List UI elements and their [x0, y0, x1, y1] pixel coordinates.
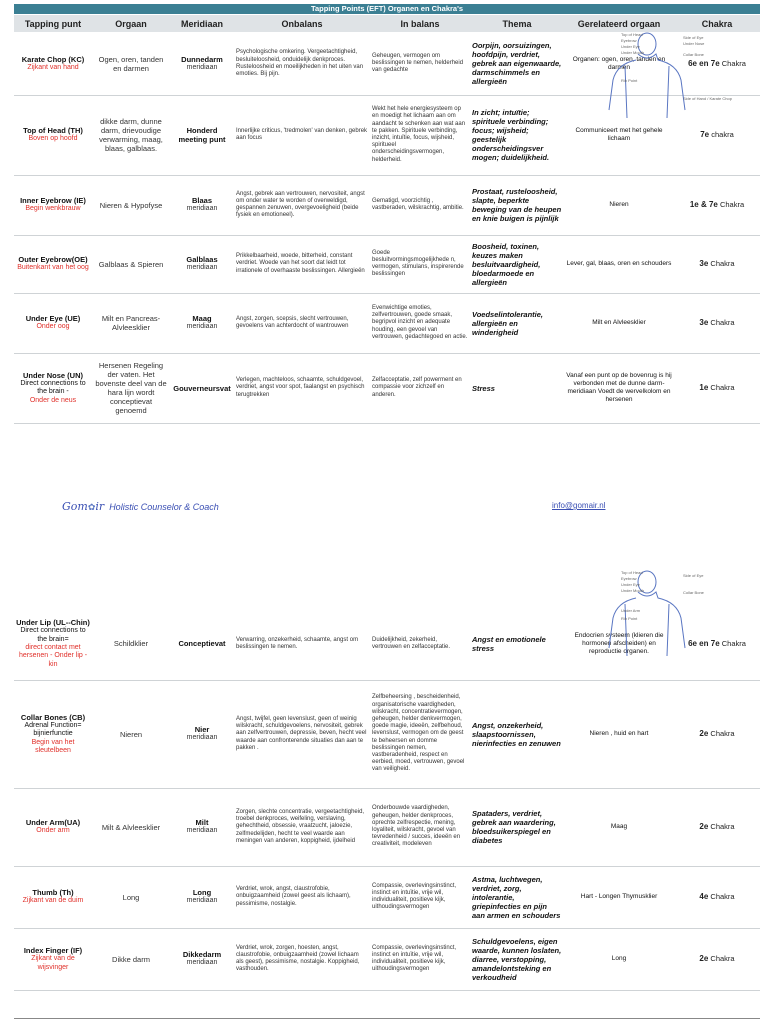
chakra-cell	[674, 175, 760, 235]
thema-cell: Astma, luchtwegen, verdriet, zorg, intolerantie, griepinfecties en pijn aan armen en schouders	[470, 866, 564, 928]
tapping-point-name: Inner Eyebrow (IE)	[20, 196, 86, 206]
divider	[14, 1018, 760, 1019]
tapping-point-desc: Direct connections to the brain -	[20, 379, 86, 396]
tapping-point-name: Under Lip (UL--Chin)	[16, 618, 90, 628]
chakra-number: 6e en 7e	[688, 638, 720, 648]
chakra-cell	[674, 866, 760, 928]
onbalans-cell: Zorgen, slechte concentratie, vergeetachtigheid, troebel denkproces, weifeling, verslaving, gehechtheid, obsessie, vraatzucht, jaloezie, zelfmedelijden, hecht te veel waarde aan meningen van anderen, koppigheid, ijdelheid	[234, 788, 370, 866]
inbalans-cell: Duidelijkheid, zekerheid, vertrouwen en zelfacceptatie.	[370, 608, 470, 680]
figure-label-1: Eyebrow	[621, 38, 637, 43]
chakra-cell	[674, 680, 760, 788]
meridiaan-sub: meridiaan	[186, 323, 218, 331]
gerelateerd-orgaan-cell: Nieren	[564, 175, 674, 235]
figure2-label-9: Under Arm	[621, 608, 641, 613]
orgaan-cell: Milt & Alvleesklier	[92, 788, 170, 866]
tapping-point-cell	[14, 866, 92, 928]
figure2-label-4: Side of Eye	[683, 573, 704, 578]
meridiaan-name: Dunnedarm	[181, 55, 223, 65]
tapping-point-location: Buitenkant van het oog	[17, 264, 89, 272]
body-diagram-figure-2	[605, 568, 715, 658]
orgaan-cell: Nieren & Hypofyse	[92, 175, 170, 235]
email-link[interactable]: info@gomair.nl	[552, 501, 606, 510]
chakra-text: Chakra	[710, 259, 735, 269]
meridiaan-name: Galblaas	[186, 255, 218, 265]
chakra-number: 2e	[699, 954, 709, 964]
logo	[62, 500, 219, 513]
gerelateerd-orgaan-cell: Long	[564, 928, 674, 990]
figure-label-3: Under Mouth	[621, 50, 645, 55]
inbalans-cell: Zelfbeheersing , bescheidenheid, organisatorische vaardigheden, wilskracht, concentratievermogen, geheugen, helder denkvermogen, goede magie, ideeën, zelfbehoud, levenslust, vermogen om de geest te beheersen en domme beslissingen nemen, vastberadenheid, respect en eerbied, moed, vertrouwen, gevoel van veiligheid.	[370, 680, 470, 788]
orgaan-cell: Nieren	[92, 680, 170, 788]
figure2-label-6: Collar Bone	[683, 590, 704, 595]
meridiaan-cell	[170, 353, 234, 423]
tapping-point-location: Boven op hoofd	[28, 135, 78, 143]
thema-cell: Boosheid, toxinen, keuzes maken besluitvaardigheid, bloedarmoede en allergieën	[470, 235, 564, 293]
orgaan-cell: dikke darm, dunne darm, drievoudige verwarming, maag, blaas, galblaas.	[92, 95, 170, 175]
page-title: Tapping Points (EFT) Organen en Chakra's	[14, 4, 760, 14]
gerelateerd-orgaan-cell: Lever, gal, blaas, oren en schouders	[564, 235, 674, 293]
tapping-point-location: Onder de neus	[29, 396, 77, 404]
meridiaan-name: Dikkedarm	[182, 950, 222, 960]
orgaan-cell: Ogen, oren, tanden en darmen	[92, 33, 170, 95]
tapping-point-name: Thumb (Th)	[32, 888, 74, 898]
meridiaan-name: Nier	[194, 725, 210, 735]
inbalans-cell: Wekt het hele energiesysteem op en moedigt het lichaam aan om aandacht te schenken aan wat aan te pakken. Spirituele verbinding, inzicht, intuïtie, focus, wijsheid, spiritueel onderscheidingsvermogen, helderheid.	[370, 95, 470, 175]
meridiaan-name: Honderd meeting punt	[178, 126, 226, 144]
orgaan-cell: Hersenen Regeling der vaten. Het bovenste deel van de hara lijn wordt conceptievat genoemd	[92, 353, 170, 423]
header-tapping-punt: Tapping punt	[24, 18, 82, 29]
tapping-point-location: direct contact met hersenen - Onder lip -kin	[18, 644, 88, 668]
logo-tagline: Holistic Counselor & Coach	[109, 502, 219, 512]
thema-cell: Voedselintolerantie, allergieën en winderigheid	[470, 293, 564, 353]
meridiaan-sub: meridiaan	[186, 959, 218, 967]
chakra-cell	[674, 235, 760, 293]
meridiaan-cell	[170, 293, 234, 353]
tapping-point-location: Begin wenkbrauw	[25, 205, 81, 213]
chakra-text: Chakra	[710, 822, 735, 832]
tapping-point-name: Top of Head (TH)	[23, 126, 83, 136]
inbalans-cell: Geheugen, vermogen om beslissingen te nemen, helderheid van gedachte	[370, 33, 470, 95]
meridiaan-sub: meridiaan	[186, 205, 218, 213]
meridiaan-cell	[170, 33, 234, 95]
orgaan-cell: Long	[92, 866, 170, 928]
tapping-point-cell	[14, 608, 92, 680]
chakra-text: Chakra	[721, 58, 746, 68]
onbalans-cell: Angst, twijfel, geen levenslust, geen of weinig wilskracht, schuldgevoelens, nervositeit, gebrek aan zelfvertrouwen, depressie, beven, hecht veel waarde aan confronterende situaties dan aan te pakken .	[234, 680, 370, 788]
figure-label-5: Under Nose	[683, 41, 705, 46]
orgaan-cell: Dikke darm	[92, 928, 170, 990]
meridiaan-name: Gouverneursvat	[173, 383, 231, 393]
header-orgaan: Orgaan	[115, 18, 147, 29]
gerelateerd-orgaan-cell: Vanaf een punt op de bovenrug is hij verbonden met de dunne darm-meridiaan Voedt de wervelkolom en hersenen	[564, 353, 674, 423]
logo-leaf-icon: ✿	[87, 502, 96, 512]
thema-cell: Oorpijn, oorsuizingen, hoofdpijn, verdriet, gebrek aan eigenwaarde, darmschimmels en allergieën	[470, 33, 564, 95]
gerelateerd-orgaan-cell: Milt en Alvleesklier	[564, 293, 674, 353]
gerelateerd-orgaan-cell: Nieren , huid en hart	[564, 680, 674, 788]
chakra-number: 1e & 7e	[689, 200, 718, 210]
chakra-number: 2e	[699, 822, 709, 832]
tapping-table-page2	[14, 608, 760, 991]
chakra-text: Chakra	[710, 954, 735, 964]
gerelateerd-orgaan-cell: Maag	[564, 788, 674, 866]
chakra-cell	[674, 353, 760, 423]
figure-label-6: Collar Bone	[683, 52, 704, 57]
tapping-point-cell	[14, 680, 92, 788]
chakra-cell	[674, 788, 760, 866]
tapping-point-name: Under Nose (UN)	[22, 370, 83, 380]
chakra-text: Chakra	[710, 729, 735, 739]
header-meridiaan: Meridiaan	[180, 18, 223, 29]
onbalans-cell: Verwarring, onzekerheid, schaamte, angst om beslissingen te nemen.	[234, 608, 370, 680]
tapping-point-desc: Adrenal Function= bijnierfunctie	[24, 721, 82, 738]
onbalans-cell: Verlegen, machteloos, schaamte, schuldgevoel, verdriet, angst voor spot, faalangst en psychisch terugtrekken	[234, 353, 370, 423]
meridiaan-name: Long	[192, 888, 212, 898]
meridiaan-cell	[170, 928, 234, 990]
tapping-point-cell	[14, 293, 92, 353]
figure-label-7: Rib Point	[621, 78, 638, 83]
gerelateerd-orgaan-cell: Organen: ogen, oren, tanden en darmen	[564, 33, 674, 95]
figure2-label-3: Under Mouth	[621, 588, 645, 593]
tapping-point-cell	[14, 788, 92, 866]
thema-cell: Angst en emotionele stress	[470, 608, 564, 680]
chakra-text: Chakra	[710, 318, 735, 328]
header-chakra: Chakra	[701, 18, 733, 29]
table-row	[14, 680, 760, 788]
chakra-text: Chakra	[710, 383, 735, 393]
gerelateerd-orgaan-cell: Endocrien systeem (klieren die hormonen afscheiden) en reproductie organen.	[564, 608, 674, 680]
chakra-number: 3e	[699, 318, 709, 328]
meridiaan-cell	[170, 235, 234, 293]
meridiaan-cell	[170, 175, 234, 235]
onbalans-cell: Verdriet, wrok, angst, claustrofobie, onbuigzaamheid (zowel geest als lichaam), pessimisme, nostalgie.	[234, 866, 370, 928]
tapping-point-cell	[14, 353, 92, 423]
figure-label-4: Side of Eye	[683, 35, 704, 40]
onbalans-cell: Angst, gebrek aan vertrouwen, nervositeit, angst om onder water te worden of overweldigd, gespannen zenuwen, overgevoeligheid (beide fysiek en emotioneel).	[234, 175, 370, 235]
gerelateerd-orgaan-cell: Hart - Longen Thymusklier	[564, 866, 674, 928]
onbalans-cell: Psychologische omkering. Vergeetachtigheid, besluiteloosheid, onduidelijk denkproces. Rusteloosheid en moeilijkheden in het uiten van emoties. Bij pijn.	[234, 33, 370, 95]
tapping-point-cell	[14, 235, 92, 293]
header-onbalans: Onbalans	[281, 18, 323, 29]
meridiaan-name: Blaas	[191, 196, 212, 206]
figure2-label-2: Under Eye	[621, 582, 640, 587]
meridiaan-sub: meridiaan	[186, 827, 218, 835]
orgaan-cell: Milt en Pancreas- Alvleesklier	[92, 293, 170, 353]
meridiaan-sub: meridiaan	[186, 264, 218, 272]
orgaan-cell: Galblaas & Spieren	[92, 235, 170, 293]
thema-cell: Angst, onzekerheid, slaapstoornissen, nierinfecties en zenuwen	[470, 680, 564, 788]
header-in-balans: In balans	[400, 18, 440, 29]
tapping-point-name: Index Finger (IF)	[23, 946, 83, 956]
tapping-point-name: Under Eye (UE)	[25, 314, 81, 324]
tapping-point-location: Zijkant van hand	[27, 64, 79, 72]
chakra-cell	[674, 293, 760, 353]
onbalans-cell: Angst, zorgen, scepsis, slecht vertrouwen, gevoelens van achterdocht of wantrouwen	[234, 293, 370, 353]
onbalans-cell: Innerlijke criticus, 'tredmolen' van denken, gebrek aan focus	[234, 95, 370, 175]
chakra-text: chakra	[711, 130, 734, 140]
tapping-point-cell	[14, 95, 92, 175]
inbalans-cell: Goede besluitvormingsmogelijkhede n, vermogen, stimulans, inspirerende beslissingen	[370, 235, 470, 293]
body-diagram-figure	[605, 30, 732, 120]
chakra-text: Chakra	[721, 638, 746, 648]
meridiaan-cell	[170, 608, 234, 680]
onbalans-cell: Verdriet, wrok, zorgen, hoesten, angst, claustrofobie, onbuigzaamheid (zowel lichaam als geest), pessimisme, nostalgie. Koppigheid, vasthouden.	[234, 928, 370, 990]
gerelateerd-orgaan-cell: Communiceert met het gehele lichaam	[564, 95, 674, 175]
tapping-point-location: Onder arm	[36, 827, 70, 835]
tapping-point-cell	[14, 33, 92, 95]
thema-cell: In zicht; intuïtie; spirituele verbinding; focus; wijsheid; geestelijk onderscheidingsver mogen; duidelijkheid.	[470, 95, 564, 175]
chakra-number: 7e	[700, 130, 710, 140]
tapping-point-location: Begin van het sleutelbeen	[31, 738, 75, 754]
tapping-point-name: Collar Bones (CB)	[20, 712, 86, 722]
chakra-number: 1e	[699, 383, 709, 393]
thema-cell: Schuldgevoelens, eigen waarde, kunnen loslaten, diarree, verstopping, amandelontsteking en verkoudheid	[470, 928, 564, 990]
tapping-point-desc: Direct connections to the brain=	[20, 627, 86, 643]
chakra-number: 6e en 7e	[688, 58, 720, 68]
figure2-label-0: Top of Head	[621, 570, 643, 575]
meridiaan-cell	[170, 788, 234, 866]
tapping-point-location: Onder oog	[36, 323, 70, 331]
thema-cell: Prostaat, rusteloosheid, slapte, beperkte beweging van de heupen en knie buigen is pijnlijk	[470, 175, 564, 235]
table-row	[14, 788, 760, 866]
meridiaan-name: Maag	[192, 314, 212, 324]
tapping-point-location: Zijkant van de wijsvinger	[31, 955, 75, 971]
header-thema: Thema	[502, 18, 532, 29]
thema-cell: Stress	[470, 353, 564, 423]
tapping-point-name: Under Arm(UA)	[25, 818, 81, 828]
figure2-label-7: Rib Point	[621, 616, 638, 621]
header-gerelateerd-orgaan: Gerelateerd orgaan	[577, 18, 661, 29]
figure-label-8: Side of Hand / Karate Chop	[683, 96, 732, 101]
meridiaan-name: Conceptievat	[178, 639, 226, 649]
chakra-text: Chakra	[710, 892, 735, 902]
table-row	[14, 175, 760, 235]
meridiaan-sub: meridiaan	[186, 897, 218, 905]
logo-mark-ir: ir	[95, 500, 105, 513]
logo-mark-gom: Gom	[62, 500, 88, 513]
inbalans-cell: Zelfacceptatie, zelf powerment en compassie voor zichzelf en anderen.	[370, 353, 470, 423]
table-row	[14, 235, 760, 293]
meridiaan-name: Milt	[195, 818, 209, 828]
inbalans-cell: Compassie, overlevingsinstinct, instinct en intuïtie, vrije wil, individualiteit, positieve kijk, uithoudingsvermogen	[370, 866, 470, 928]
thema-cell: Spataders, verdriet, gebrek aan waardering, bloedsuikerspiegel en diabetes	[470, 788, 564, 866]
table-row	[14, 928, 760, 990]
chakra-number: 2e	[699, 729, 709, 739]
inbalans-cell: Gematigd, voorzichtig , vastberaden, wilskrachtig, ambitie.	[370, 175, 470, 235]
inbalans-cell: Compassie, overlevingsinstinct, instinct en intuïtie, vrije wil, individualiteit, positieve kijk, uithoudingsvermogen	[370, 928, 470, 990]
inbalans-cell: Evenwichtige emoties, zelfvertrouwen, goede smaak, begripvol inzicht en adequate houding, een gevoel van vertrouwen, gedachtegoed en actie.	[370, 293, 470, 353]
inbalans-cell: Onderbouwde vaardigheden, geheugen, helder denkproces, oprechte zelfrespectie, mening, loyaliteit, wilskracht, gevoel van tevredenheid / succes, ideeën en creativiteit, modeleven	[370, 788, 470, 866]
table-row	[14, 866, 760, 928]
chakra-cell	[674, 928, 760, 990]
tapping-point-cell	[14, 928, 92, 990]
meridiaan-cell	[170, 95, 234, 175]
orgaan-cell: Schildklier	[92, 608, 170, 680]
chakra-number: 3e	[699, 259, 709, 269]
figure-label-0: Top of Head	[621, 32, 643, 37]
figure2-label-1: Eyebrow	[621, 576, 637, 581]
tapping-point-name: Outer Eyebrow(OE)	[18, 255, 88, 265]
chakra-text: Chakra	[719, 200, 745, 210]
tapping-point-location: Zijkant van de duim	[22, 897, 84, 905]
meridiaan-sub: meridiaan	[186, 64, 218, 72]
onbalans-cell: Prikkelbaarheid, woede, bitterheid, constant verdriet. Woede van het soort dat leidt tot irrationele of overhaaste beslissingen. Allergieën	[234, 235, 370, 293]
figure-label-2: Under Eye	[621, 44, 640, 49]
tapping-point-name: Karate Chop (KC)	[21, 55, 85, 65]
meridiaan-sub: meridiaan	[186, 734, 218, 742]
meridiaan-cell	[170, 866, 234, 928]
table-row	[14, 293, 760, 353]
meridiaan-cell	[170, 680, 234, 788]
tapping-point-cell	[14, 175, 92, 235]
footer	[14, 500, 760, 516]
table-row	[14, 353, 760, 423]
chakra-number: 4e	[699, 892, 709, 902]
